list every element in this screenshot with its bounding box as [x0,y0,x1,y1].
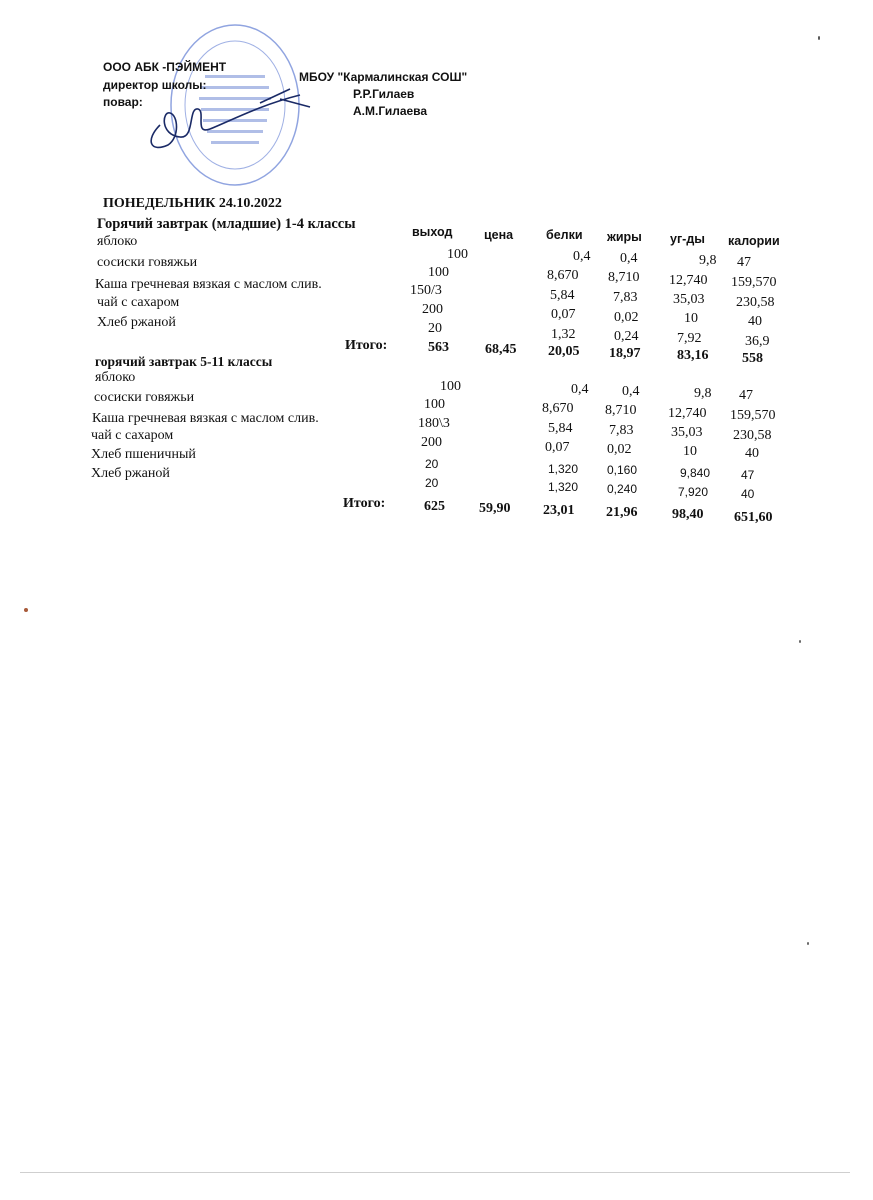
s2-row-3-kcal: 230,58 [733,428,772,443]
s1-row-1-protein: 0,4 [573,249,591,264]
date-title: ПОНЕДЕЛЬНИК 24.10.2022 [103,196,282,211]
s2-row-1-name: яблоко [95,370,136,385]
s2-row-3-fat: 7,83 [609,423,634,438]
s2-row-5-protein: 1,320 [548,462,579,476]
s2-total-fat: 21,96 [606,505,638,520]
s1-row-5-protein: 1,32 [551,327,576,342]
s2-row-5-out: 20 [425,457,439,471]
s1-row-4-kcal: 40 [748,314,762,329]
s1-row-2-name: сосиски говяжьи [97,255,198,270]
s2-row-3-name: Каша гречневая вязкая с маслом слив. [92,411,319,426]
s2-row-4-protein: 0,07 [545,440,570,455]
s2-total-price: 59,90 [479,501,511,516]
col-header-price: цена [484,228,514,242]
col-header-protein: белки [546,228,583,242]
section2-title: горячий завтрак 5-11 классы [95,354,273,369]
col-header-out: выход [412,225,453,239]
s2-row-2-kcal: 159,570 [730,408,776,423]
s2-row-3-carbs: 35,03 [671,425,703,440]
s1-row-2-protein: 8,670 [547,268,579,283]
s2-row-4-carbs: 10 [683,444,697,459]
s1-total-price: 68,45 [485,342,517,357]
s2-row-1-kcal: 47 [739,388,753,403]
s1-row-4-protein: 0,07 [551,307,576,322]
s2-row-6-out: 20 [425,476,439,490]
s2-row-6-name: Хлеб ржаной [91,466,170,481]
s2-row-2-name: сосиски говяжьи [94,390,195,405]
scan-speck [799,640,801,643]
scan-speck [24,608,28,612]
scan-speck [818,36,820,40]
s1-total-kcal: 558 [742,351,763,366]
s2-row-2-fat: 8,710 [605,403,637,418]
s2-row-6-protein: 1,320 [548,480,579,494]
s2-row-4-kcal: 40 [745,446,759,461]
s2-total-out: 625 [424,499,445,514]
scan-speck [807,942,809,945]
s1-row-1-out: 100 [447,247,468,262]
s1-row-5-carbs: 7,92 [677,331,702,346]
s2-row-4-name: чай с сахаром [91,428,174,443]
s2-row-3-out: 180\3 [418,416,450,431]
s1-row-3-kcal: 230,58 [736,295,775,310]
s1-row-4-fat: 0,02 [614,310,639,325]
s2-total-carbs: 98,40 [672,507,704,522]
cook-name: А.М.Гилаева [353,104,428,118]
section1-title: Горячий завтрак (младшие) 1-4 классы [97,216,356,232]
s1-row-5-kcal: 36,9 [745,334,770,349]
director-name: Р.Р.Гилаев [353,87,415,101]
col-header-fat: жиры [607,230,642,244]
school-name: МБОУ "Кармалинская СОШ" [299,70,468,84]
s1-row-4-out: 200 [422,302,443,317]
s2-row-1-fat: 0,4 [622,384,640,399]
s1-row-3-fat: 7,83 [613,290,638,305]
s1-row-3-name: Каша гречневая вязкая с маслом слив. [95,277,322,292]
s1-total-out: 563 [428,340,449,355]
cook-label: повар: [103,95,143,109]
director-label: директор школы: [103,78,207,92]
s1-row-1-carbs: 9,8 [699,253,717,268]
s2-total-label: Итого: [343,496,386,511]
s1-row-5-fat: 0,24 [614,329,639,344]
col-header-kcal: калории [728,234,780,248]
s2-total-protein: 23,01 [543,503,575,518]
s1-row-3-out: 150/3 [410,283,442,298]
s1-row-2-carbs: 12,740 [669,273,708,288]
s1-row-3-carbs: 35,03 [673,292,705,307]
s2-row-3-protein: 5,84 [548,421,573,436]
s1-total-fat: 18,97 [609,346,641,361]
s2-row-6-carbs: 7,920 [678,485,709,499]
s2-row-2-out: 100 [424,397,445,412]
s1-row-4-carbs: 10 [684,311,698,326]
s2-row-5-kcal: 47 [741,468,755,482]
s1-row-5-out: 20 [428,321,442,336]
s2-row-6-fat: 0,240 [607,482,638,496]
s1-row-1-name: яблоко [97,234,138,249]
s1-row-2-fat: 8,710 [608,270,640,285]
s1-row-3-protein: 5,84 [550,288,575,303]
s2-row-1-protein: 0,4 [571,382,589,397]
s2-row-4-out: 200 [421,435,442,450]
s1-row-4-name: чай с сахаром [97,295,180,310]
signature-icon [140,85,330,155]
s2-total-kcal: 651,60 [734,510,773,525]
s1-row-1-fat: 0,4 [620,251,638,266]
s1-total-carbs: 83,16 [677,348,709,363]
company-name: ООО АБК -ПЭЙМЕНТ [103,60,227,74]
s2-row-6-kcal: 40 [741,487,755,501]
s2-row-1-out: 100 [440,379,461,394]
s2-row-1-carbs: 9,8 [694,386,712,401]
s1-row-5-name: Хлеб ржаной [97,315,176,330]
s2-row-2-protein: 8,670 [542,401,574,416]
s2-row-5-carbs: 9,840 [680,466,711,480]
s2-row-2-carbs: 12,740 [668,406,707,421]
col-header-carbs: уг-ды [670,232,705,246]
s2-row-4-fat: 0,02 [607,442,632,457]
s1-row-1-kcal: 47 [737,255,751,270]
s1-row-2-kcal: 159,570 [731,275,777,290]
s1-row-2-out: 100 [428,265,449,280]
page-edge-line [20,1172,850,1173]
s2-row-5-fat: 0,160 [607,463,638,477]
s1-total-protein: 20,05 [548,344,580,359]
s1-total-label: Итого: [345,338,388,353]
s2-row-5-name: Хлеб пшеничный [91,447,196,462]
